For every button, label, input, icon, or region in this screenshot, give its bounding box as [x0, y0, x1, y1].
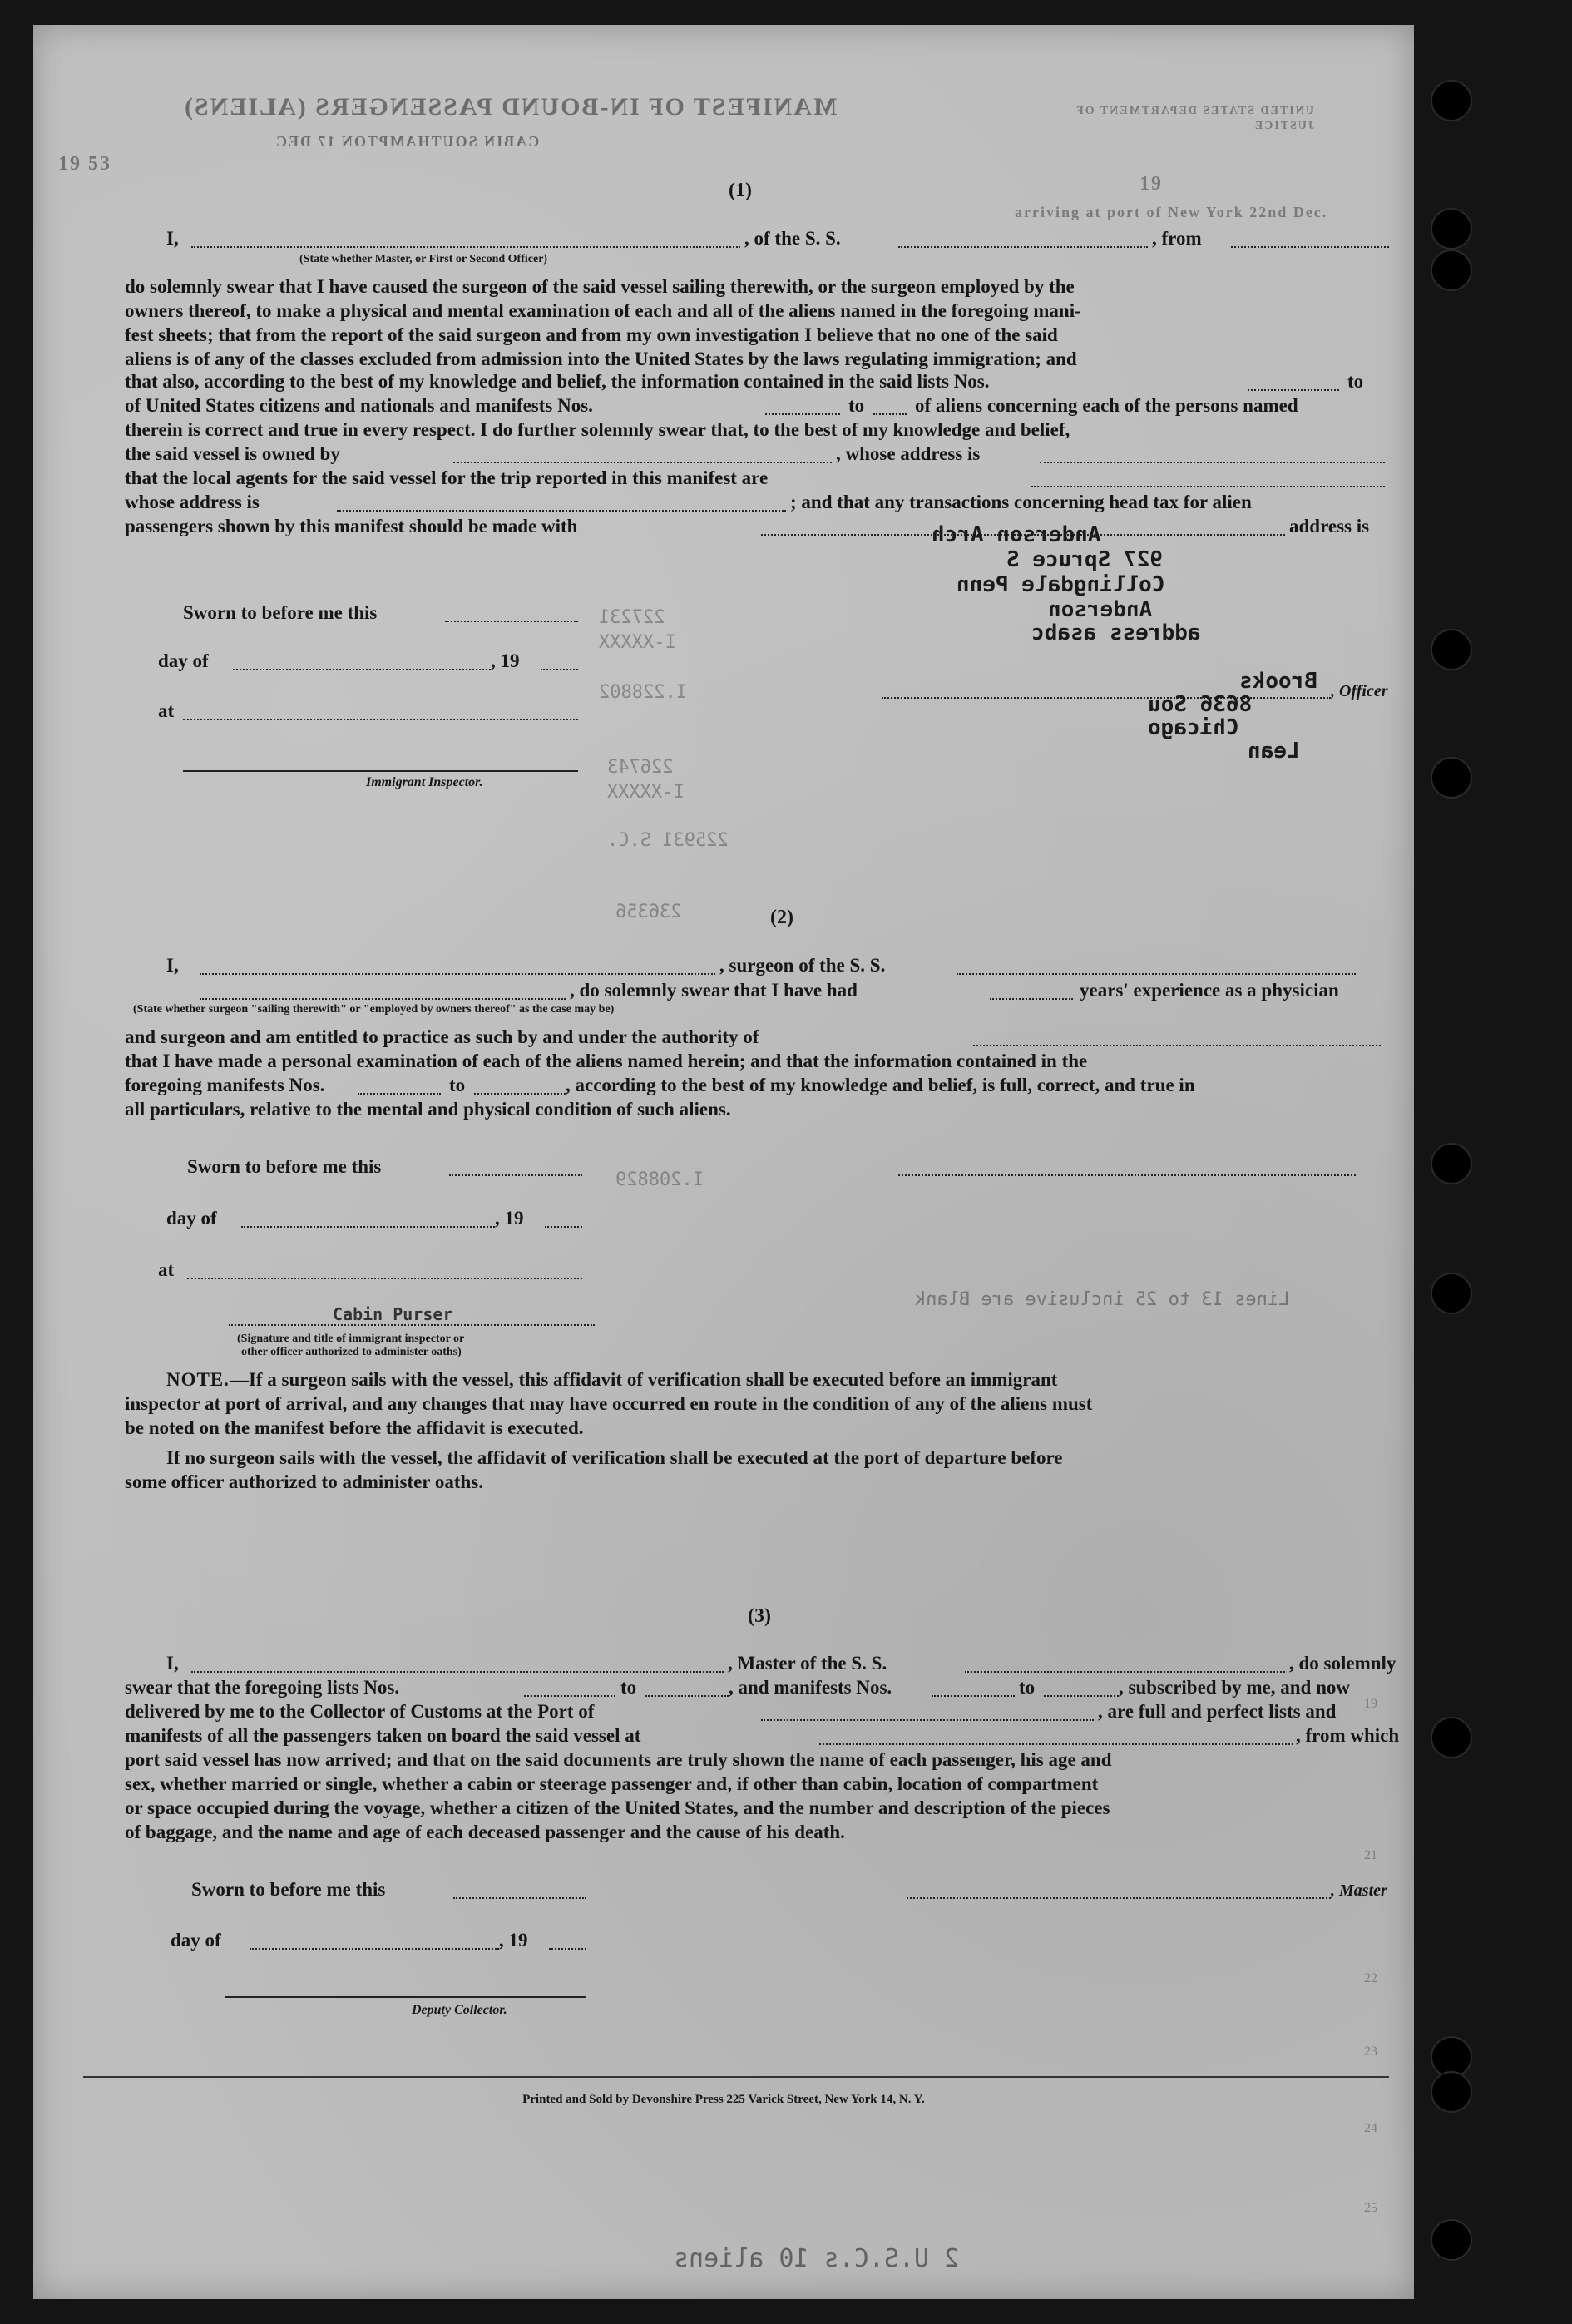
- typed-note-3: Lean: [1248, 739, 1300, 764]
- s2-purser: Cabin Purser: [333, 1304, 453, 1324]
- header-bleed-sub: CABIN SOUTHAMPTON 17 DEC: [274, 133, 540, 150]
- punch-hole: [1431, 250, 1472, 291]
- bottom-rule: [83, 2076, 1389, 2078]
- s1-of-aliens: of aliens concerning each of the persons named: [915, 395, 1298, 416]
- s2-i: I,: [166, 955, 179, 976]
- s3-l2-to2: to: [1019, 1677, 1036, 1698]
- s3-sworn: Sworn to before me this: [191, 1879, 386, 1900]
- s2-day-of: day of: [166, 1208, 217, 1229]
- header-bleed-right: UNITED STATES DEPARTMENT OF JUSTICE: [1075, 105, 1314, 132]
- header-bleed-arriving: arriving at port of New York 22nd Dec.: [1015, 204, 1328, 220]
- s2-note-text-2: inspector at port of arrival, and any changes that may have occurred en route in the condition of any of the aliens must: [125, 1393, 1093, 1414]
- section-1-number: (1): [729, 180, 752, 201]
- ghost-c5: I-XXXXX: [607, 782, 685, 803]
- header-bleed-year: 19: [1139, 173, 1163, 195]
- s3-l2-b: , and manifests Nos.: [729, 1677, 892, 1698]
- s3-l1-end: , do solemnly: [1289, 1653, 1397, 1674]
- s3-l2-c: , subscribed by me, and now: [1119, 1677, 1350, 1698]
- s2-note-text-4: If no surgeon sails with the vessel, the affidavit of verification shall be executed at the port of departure before: [166, 1447, 1063, 1468]
- ghost-c2: I-XXXXX: [599, 632, 676, 653]
- punch-hole: [1431, 757, 1472, 799]
- printer-imprint: Printed and Sold by Devonshire Press 225 Varick Street, New York 14, N. Y.: [522, 2093, 925, 2106]
- s1-ship-line: [898, 246, 1148, 248]
- ghost-c6: 225931 S.C.: [607, 830, 729, 851]
- s1-address-is: address is: [1289, 516, 1370, 536]
- s1-passengers: passengers shown by this manifest should be made with: [125, 516, 578, 536]
- punch-hole: [1431, 2071, 1472, 2113]
- s2-note-text-5: some officer authorized to administer oaths.: [125, 1471, 483, 1492]
- typed-address-1: 927 Spruce S: [1006, 547, 1163, 572]
- typed-address-3: 8636 Sou: [1148, 692, 1253, 717]
- punch-hole: [1431, 629, 1472, 670]
- s3-l7: or space occupied during the voyage, whether a citizen of the United States, and the number and description of the pieces: [125, 1797, 1110, 1818]
- punch-hole: [1431, 208, 1472, 250]
- s2-note: (State whether surgeon "sailing therewith" or "employed by owners thereof" as the case may be): [133, 1003, 615, 1016]
- s1-officer-line: [191, 246, 740, 248]
- s2-note-text-3: be noted on the manifest before the affidavit is executed.: [125, 1417, 584, 1438]
- header-bleed-date: 19 53: [58, 153, 111, 175]
- ghost-lines-note: Lines 13 to 25 inclusive are Blank: [915, 1289, 1290, 1310]
- s3-l4-b: , from which: [1296, 1725, 1400, 1746]
- s2-line-d: all particulars, relative to the mental and physical condition of such aliens.: [125, 1099, 731, 1120]
- s2-line-c2: to: [449, 1075, 466, 1095]
- s1-nineteen: , 19: [491, 650, 520, 671]
- s1-line-manifests: of United States citizens and nationals and manifests Nos.: [125, 395, 593, 416]
- ghost-c1: 227231: [599, 607, 665, 628]
- s1-inspector-label: Immigrant Inspector.: [366, 775, 483, 789]
- punch-hole: [1431, 80, 1472, 121]
- s2-sworn: Sworn to before me this: [187, 1156, 382, 1177]
- s1-at: at: [158, 700, 175, 721]
- s1-line-therein: therein is correct and true in every respect. I do further solemnly swear that, to the best of my knowledge and belief,: [125, 419, 1070, 440]
- s1-from-line: [1231, 246, 1389, 248]
- ghost-c8: I.208829: [615, 1169, 704, 1190]
- s1-to: to: [1347, 371, 1364, 392]
- s3-master-of: , Master of the S. S.: [728, 1653, 887, 1674]
- s2-line-b: that I have made a personal examination of each of the aliens named herein; and that the information contained in the: [125, 1051, 1088, 1071]
- s1-paragraph: do solemnly swear that I have caused the surgeon of the said vessel sailing therewith, or the surgeon employed by the owners thereof, to make a physical and mental examination of each and all of the aliens named in the foregoing mani- fest sheets; that from the report of the said surgeon and from my own investigation I believe that no one of the said aliens is of any of the classes excluded from admission into the United States by the laws regulating immigration; and: [125, 276, 1081, 369]
- typed-name-3: Brooks: [1239, 669, 1317, 694]
- s2-sig-note-2: other officer authorized to administer oaths): [241, 1346, 462, 1358]
- header-bleed-title: MANIFEST OF IN-BOUND PASSENGERS (ALIENS): [183, 93, 838, 121]
- s2-note-block: [166, 1369, 1057, 1391]
- s3-day-of: day of: [171, 1930, 221, 1951]
- ghost-c3: I.228802: [599, 682, 687, 703]
- s1-to-2: to: [848, 395, 865, 416]
- s3-l2-to: to: [620, 1677, 637, 1698]
- s3-l6: sex, whether married or single, whether a cabin or steerage passenger and, if other than cabin, location of compartment: [125, 1773, 1099, 1794]
- s2-sig-note-1: (Signature and title of immigrant inspector or: [237, 1333, 465, 1345]
- s3-l3-a: delivered by me to the Collector of Customs at the Port of: [125, 1701, 595, 1722]
- s1-line-lists: that also, according to the best of my knowledge and belief, the information contained in the said lists Nos.: [125, 371, 990, 392]
- s1-whose-address-2: whose address is: [125, 492, 260, 512]
- typed-city-3: Chicago: [1148, 715, 1239, 740]
- s3-master-label: , Master: [1331, 1881, 1387, 1900]
- s3-l4-a: manifests of all the passengers taken on board the said vessel at: [125, 1725, 641, 1746]
- s2-surgeon-of: , surgeon of the S. S.: [719, 955, 886, 976]
- s3-nineteen: , 19: [499, 1930, 528, 1951]
- s2-line-c1: foregoing manifests Nos.: [125, 1075, 325, 1095]
- s2-note-label: NOTE.: [166, 1369, 230, 1390]
- typed-address-2: address asabc: [1031, 621, 1201, 645]
- s3-l8: of baggage, and the name and age of each deceased passenger and the cause of his death.: [125, 1822, 845, 1842]
- s3-l3-b: , are full and perfect lists and: [1098, 1701, 1337, 1722]
- s1-head-tax: ; and that any transactions concerning head tax for alien: [790, 492, 1252, 512]
- punch-hole: [1431, 1717, 1472, 1758]
- s3-l2-a: swear that the foregoing lists Nos.: [125, 1677, 400, 1698]
- s1-officer-note: (State whether Master, or First or Second Officer): [299, 253, 548, 265]
- s1-sworn: Sworn to before me this: [183, 602, 378, 623]
- s2-years-exp: years' experience as a physician: [1080, 980, 1339, 1001]
- s1-from: , from: [1152, 228, 1202, 249]
- s3-i: I,: [166, 1653, 179, 1674]
- s1-agents: that the local agents for the said vessel for the trip reported in this manifest are: [125, 467, 769, 488]
- punch-hole: [1431, 1143, 1472, 1184]
- s1-officer-label: , Officer: [1331, 682, 1388, 700]
- typed-name-1: Anderson Arch: [932, 522, 1101, 547]
- s1-of-ss: , of the S. S.: [744, 228, 841, 249]
- section-3-number: (3): [748, 1605, 771, 1627]
- manifest-page: MANIFEST OF IN-BOUND PASSENGERS (ALIENS) CABIN SOUTHAMPTON 17 DEC UNITED STATES DEPARTMENT OF JUSTICE 19 53 19 arriving at port of New York 22nd Dec. (1) I, , of the S. S. , from (State whether Master, or First or Second Officer) do solemnly swear that I have caused the surgeon of the said vessel sailing therewith, or the surgeon employed by the owners thereof, to make a physical and mental examination of each and all of the aliens named in the foregoing mani- fest sheets; that from the report of the said surgeon and from my own investigation I believe that no one of the said aliens is of any of the classes excluded from admission into the United States by the laws regulating immigration; and that also, according to the best of my knowledge and belief, the information contained in the said lists Nos. to of United States citizens and nationals and manifests Nos. to of aliens concerning each of the persons named therein is correct and true in every respect. I do further solemnly swear that, to the best of my knowledge and belief, the said vessel is owned by , whose address is that the local agents for the said vessel for the trip reported in this manifest are whose address is ; and that any transactions concerning head tax for alien passengers shown by this manifest should be made with address is Sworn to before me this day of , 19 at Immigrant Inspector. , Officer Anderson Arch 927 Spruce S Collingdale Penn Anderson address asabc Brooks 8636 Sou Chicago Lean 227231 I-XXXXX I.228802 226743 I-XXXXX 225931 S.C. 236356 (2) I, , surgeon of the S. S. , do solemnly swear that I have had years' experience as a physician (State whether surgeon "sailing therewith" or "employed by owners thereof" as the case may be) and surgeon and am entitled to practice as such by and under the authority of that I have made a personal examination of each of the aliens named herein; and that the information contained in the foregoing manifests Nos. to , according to the best of my knowledge and belief, is full, correct, and true in all particulars, relative to the mental and physical condition of such aliens. Sworn to before me this day of , 19 at Cabin Purser (Signature and title of immigrant inspector or other officer authorized to administer oaths) I.208829 Lines 13 to 25 inclusive are Blank NOTE.—If a surgeon sails with the vessel, this affidavit of verification shall be executed before an immigrant inspector at port of arrival, and any changes that may have occurred en route in the condition of any of the aliens must be noted on the manifest before the affidavit is executed. If no surgeon sails with the vessel, the affidavit of verification shall be executed at the port of departure before some officer authorized to administer oaths. (3) I, , Master of the S. S. , do solemnly swear that the foregoing lists Nos. to , and manifests Nos. to , subscribed by me, and now delivered by me to the Collector of Customs at the Port of , are full and perfect lists and manifests of all the passengers taken on board the said vessel at , from which port said vessel has now arrived; and that on the said documents are truly shown the name of each passenger, his age and sex, whether married or single, whether a cabin or steerage passenger and, if other than cabin, location of compartment or space occupied during the voyage, whether a citizen of the United States, and the number and description of the pieces of baggage, and the name and age of each deceased passenger and the cause of his death. Sworn to before me this , Master day of , 19 Deputy Collector. 19 21 22 23 24 25 Printed and Sold by Devonshire Press 225 Varick Street, New York 14, N. Y. 2 U.S.C.s 10 aliens: [33, 25, 1414, 2299]
- ghost-c4: 226743: [607, 757, 674, 778]
- s1-i: I,: [166, 228, 179, 249]
- s2-line-a: and surgeon and am entitled to practice as such by and under the authority of: [125, 1026, 759, 1047]
- s2-line-c3: , according to the best of my knowledge and belief, is full, correct, and true in: [566, 1075, 1195, 1095]
- s1-whose-address: , whose address is: [836, 443, 981, 464]
- punch-hole: [1431, 1273, 1472, 1314]
- s2-note-text-1: —If a surgeon sails with the vessel, this affidavit of verification shall be executed before an immigrant: [229, 1369, 1058, 1390]
- s3-deputy-label: Deputy Collector.: [412, 2003, 507, 2017]
- s3-l5: port said vessel has now arrived; and that on the said documents are truly shown the name of each passenger, his age and: [125, 1749, 1112, 1770]
- s2-nineteen: , 19: [495, 1208, 524, 1229]
- ghost-c7: 236356: [615, 902, 682, 922]
- typed-name-2: Anderson: [1048, 597, 1153, 622]
- s2-swear: , do solemnly swear that I have had: [570, 980, 858, 1001]
- s2-at: at: [158, 1259, 175, 1280]
- s1-day-of: day of: [158, 650, 209, 671]
- s1-owned-by: the said vessel is owned by: [125, 443, 340, 464]
- section-2-number: (2): [770, 907, 793, 928]
- typed-city-1: Collingdale Penn: [957, 572, 1165, 597]
- punch-hole: [1431, 2219, 1472, 2261]
- bottom-stamp: 2 U.S.C.s 10 aliens: [674, 2244, 960, 2273]
